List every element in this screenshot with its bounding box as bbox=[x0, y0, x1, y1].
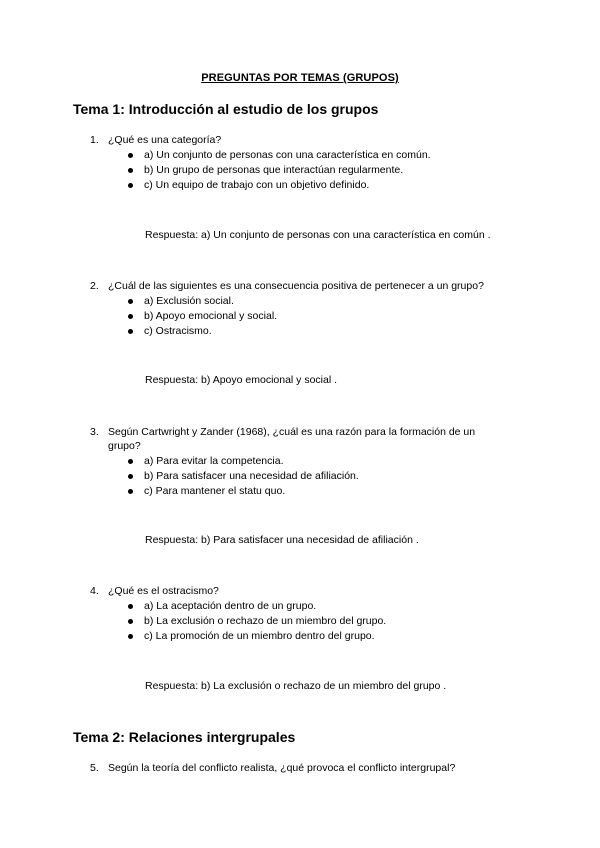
option-item bbox=[126, 324, 510, 339]
bullet-icon bbox=[128, 474, 133, 479]
option-item bbox=[126, 163, 510, 178]
option-list bbox=[90, 148, 510, 193]
answer-2: Respuesta: b) Apoyo emocional y social . bbox=[145, 374, 338, 386]
bullet-icon bbox=[128, 153, 133, 158]
option-item bbox=[126, 484, 510, 499]
question-2 bbox=[90, 279, 510, 339]
option-list bbox=[90, 294, 510, 339]
option-text: b) Para satisfacer una necesidad de afiliación. bbox=[144, 470, 359, 482]
question-number: 1. bbox=[90, 134, 99, 146]
question-text: Según Cartwright y Zander (1968), ¿cuál es una razón para la formación de un grupo? bbox=[108, 426, 476, 452]
question-1 bbox=[90, 133, 510, 193]
option-item bbox=[126, 178, 510, 193]
question-text: ¿Cuál de las siguientes es una consecuencia positiva de pertenecer a un grupo? bbox=[108, 280, 484, 292]
question-number: 5. bbox=[90, 762, 99, 774]
option-list bbox=[90, 599, 510, 644]
question-text: ¿Qué es el ostracismo? bbox=[108, 585, 219, 597]
option-item bbox=[126, 629, 510, 644]
option-item bbox=[126, 469, 510, 484]
question-3 bbox=[90, 425, 510, 499]
bullet-icon bbox=[128, 168, 133, 173]
answer-4: Respuesta: b) La exclusión o rechazo de un miembro del grupo . bbox=[145, 680, 447, 692]
bullet-icon bbox=[128, 329, 133, 334]
option-text: b) La exclusión o rechazo de un miembro del grupo. bbox=[144, 615, 387, 627]
option-text: c) Ostracismo. bbox=[144, 325, 212, 337]
option-text: a) Para evitar la competencia. bbox=[144, 455, 284, 467]
option-text: c) Para mantener el statu quo. bbox=[144, 485, 286, 497]
bullet-icon bbox=[128, 489, 133, 494]
question-number: 2. bbox=[90, 280, 99, 292]
question-5 bbox=[90, 761, 510, 775]
answer-3: Respuesta: b) Para satisfacer una necesidad de afiliación . bbox=[145, 534, 419, 546]
option-list bbox=[90, 454, 510, 499]
question-number: 4. bbox=[90, 585, 99, 597]
option-item bbox=[126, 148, 510, 163]
option-item bbox=[126, 454, 510, 469]
section-heading-tema-2: Tema 2: Relaciones intergrupales bbox=[73, 729, 296, 745]
option-item bbox=[126, 294, 510, 309]
option-item bbox=[126, 309, 510, 324]
document-title: PREGUNTAS POR TEMAS (GRUPOS) bbox=[201, 72, 399, 84]
question-number: 3. bbox=[90, 426, 99, 438]
answer-1: Respuesta: a) Un conjunto de personas con una característica en común . bbox=[145, 229, 491, 241]
question-text: ¿Qué es una categoría? bbox=[108, 134, 222, 146]
option-text: c) Un equipo de trabajo con un objetivo definido. bbox=[144, 179, 370, 191]
bullet-icon bbox=[128, 183, 133, 188]
option-text: c) La promoción de un miembro dentro del grupo. bbox=[144, 630, 375, 642]
bullet-icon bbox=[128, 459, 133, 464]
question-text: Según la teoría del conflicto realista, ¿qué provoca el conflicto intergrupal? bbox=[108, 762, 456, 774]
bullet-icon bbox=[128, 634, 133, 639]
option-text: a) Un conjunto de personas con una característica en común. bbox=[144, 149, 431, 161]
option-text: a) La aceptación dentro de un grupo. bbox=[144, 600, 317, 612]
option-text: b) Un grupo de personas que interactúan regularmente. bbox=[144, 164, 404, 176]
bullet-icon bbox=[128, 619, 133, 624]
bullet-icon bbox=[128, 314, 133, 319]
bullet-icon bbox=[128, 604, 133, 609]
option-text: b) Apoyo emocional y social. bbox=[144, 310, 278, 322]
option-text: a) Exclusión social. bbox=[144, 295, 234, 307]
bullet-icon bbox=[128, 299, 133, 304]
option-item bbox=[126, 599, 510, 614]
question-4 bbox=[90, 584, 510, 644]
option-item bbox=[126, 614, 510, 629]
section-heading-tema-1: Tema 1: Introducción al estudio de los grupos bbox=[73, 101, 379, 117]
